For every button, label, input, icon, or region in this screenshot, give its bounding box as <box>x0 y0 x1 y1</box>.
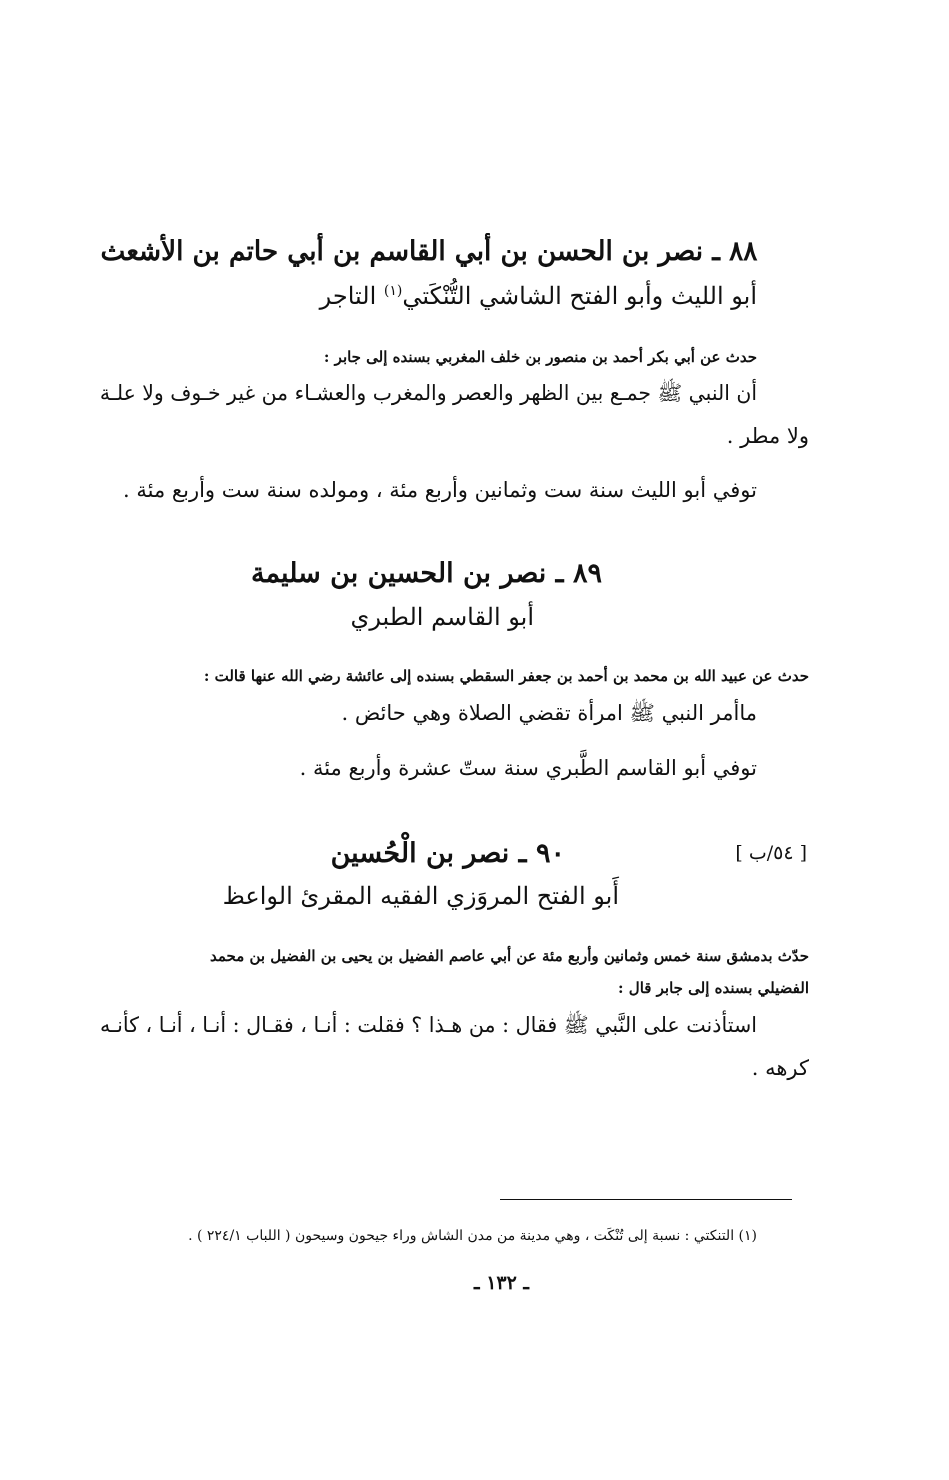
entry-88-death: توفي أبو الليث سنة ست وثمانين وأربع مئة ، ومولده سنة ست وأربع مئة . <box>123 478 757 502</box>
entry-89-title: ٨٩ ـ نصر بن الحسين بن سليمة <box>250 558 602 589</box>
entry-90-isnad-line2: الفضيلي بسنده إلى جابر قال : <box>618 979 809 997</box>
entry-89-isnad: حدث عن عبيد الله بن محمد بن أحمد بن جعفر السقطي بسنده إلى عائشة رضي الله عنها قالت : <box>203 667 809 685</box>
entry-88-isnad: حدث عن أبي بكر أحمد بن منصور بن خلف المغربي بسنده إلى جابر : <box>323 348 757 366</box>
footnote-1: (١) التنكتي : نسبة إلى تُنْكَت ، وهي مدينة من مدن الشاش وراء جيحون وسيحون ( اللباب ٢٢٤/١ ) . <box>188 1228 757 1244</box>
entry-88-subtitle <box>320 282 757 310</box>
entry-89-subtitle: أبو القاسم الطبري <box>350 603 534 631</box>
entry-88-hadith-line2: ولا مطر . <box>726 424 809 448</box>
entry-90-isnad-line1: حدّث بدمشق سنة خمس وثمانين وأربع مئة عن أبي عاصم الفضيل بن يحيى بن الفضيل بن محمد <box>209 947 809 965</box>
entry-88-subtitle-main: أبو الليث وأبو الفتح الشاشي التُّنْكَتي <box>402 282 757 310</box>
entry-90-hadith-line1: استأذنت على النَّبي ﷺ فقال : من هـذا ؟ فقلت : أنـا ، فقـال : أنـا ، أنـا ، كأنـه <box>100 1013 757 1037</box>
footnote-separator <box>500 1199 792 1200</box>
entry-90-subtitle: أَبو الفتح المروَزي الفقيه المقرئ الواعظ <box>222 882 619 910</box>
entry-88-hadith-line1: أن النبي ﷺ جمـع بين الظهر والعصر والمغرب والعشـاء من غير خـوف ولا علـة <box>99 381 757 405</box>
entry-88-subtitle-tail: التاجر <box>319 282 377 310</box>
folio-marker: [ ٥٤/ب ] <box>735 842 807 864</box>
entry-90-hadith-line2: كرهه . <box>751 1056 809 1080</box>
entry-90-title: ٩٠ ـ نصر بن الْحُسين <box>330 838 565 869</box>
entry-88-title: ٨٨ ـ نصر بن الحسن بن أبي القاسم بن أبي حاتم بن الأشعث <box>100 236 757 267</box>
page-number: ـ ١٣٢ ـ <box>474 1272 529 1294</box>
footnote-ref-1: (١) <box>383 283 403 299</box>
entry-89-death: توفي أبو القاسم الطَّبري سنة ستّ عشرة وأربع مئة . <box>299 756 757 780</box>
entry-89-hadith-line1: ماأمر النبي ﷺ امرأة تقضي الصلاة وهي حائض . <box>341 701 757 725</box>
